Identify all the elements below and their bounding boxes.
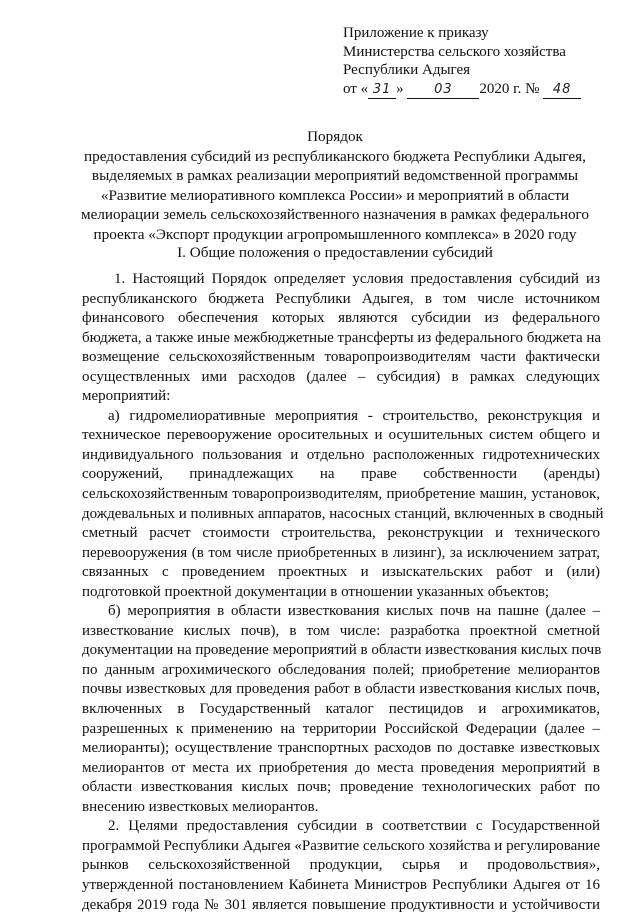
paragraph-line: известкование кислых почв), в том числе: разработка проектной сметной — [82, 622, 600, 642]
paragraph-line: подготовкой проектной документации в отношении указанных объектов; — [82, 583, 600, 603]
date-mid: » — [396, 81, 404, 97]
paragraph-line: программой Республики Адыгея «Развитие сельского хозяйства и регулирование — [82, 837, 600, 857]
paragraph-line: индивидуального пользования и отдельно расположенных гидротехнических — [82, 446, 600, 466]
paragraph-line: дождевальных и поливных аппаратов, насосных станций, включенных в сводный — [82, 505, 600, 525]
paragraph-line: б) мероприятия в области известкования кислых почв на пашне (далее – — [82, 602, 600, 622]
paragraph-line: внесению известковых мелиорантов. — [82, 798, 600, 818]
date-day: 31 — [368, 82, 396, 99]
paragraph — [82, 270, 600, 407]
date-month: 03 — [407, 82, 479, 99]
title-heading: Порядок — [70, 127, 600, 147]
paragraph-line: включенных в Государственный каталог пестицидов и агрохимикатов, — [82, 700, 600, 720]
appendix-block — [343, 24, 603, 99]
document-title — [70, 127, 600, 245]
paragraph-line: документации на проведение мероприятий в области известкования кислых почв — [82, 641, 600, 661]
appendix-line: Приложение к приказу — [343, 24, 603, 43]
paragraph-line: 1. Настоящий Порядок определяет условия предоставления субсидий из — [82, 270, 600, 290]
paragraph-line: сельскохозяйственным товаропроизводителям, приобретение машин, установок, — [82, 485, 600, 505]
paragraph-line: мелиорантов от места их приобретения до места проведения мероприятий в — [82, 759, 600, 779]
paragraph — [82, 407, 600, 602]
paragraph-line: 2. Целями предоставления субсидии в соответствии с Государственной — [82, 817, 600, 837]
appendix-line: Министерства сельского хозяйства — [343, 43, 603, 62]
paragraph-line: почвы известковых для проведения работ в области известкования кислых почв, — [82, 680, 600, 700]
paragraph-line: рынков сельскохозяйственной продукции, сырья и продовольствия», — [82, 856, 600, 876]
document-body — [82, 270, 600, 915]
section-heading: I. Общие положения о предоставлении субсидий — [70, 243, 600, 262]
paragraph-line: по данным агрохимического обследования полей; приобретение мелиорантов — [82, 661, 600, 681]
paragraph-line: осуществленных ими расходов (далее – субсидия) в рамках следующих — [82, 368, 600, 388]
paragraph-line: возмещение сельскохозяйственным товаропроизводителям части фактически — [82, 348, 600, 368]
paragraph-line: перевооружения (в том числе приобретенных в лизинг), за исключением затрат, — [82, 544, 600, 564]
title-line: выделяемых в рамках реализации мероприятий ведомственной программы — [70, 166, 600, 186]
title-line: «Развитие мелиоративного комплекса России» и мероприятий в области — [70, 186, 600, 206]
paragraph-line: области известкования кислых почв; проведение технологических работ по — [82, 778, 600, 798]
date-year: 2020 г. № — [479, 81, 539, 97]
paragraph-line: техническое перевооружение оросительных и осушительных систем общего и — [82, 426, 600, 446]
title-line: проекта «Экспорт продукции агропромышленного комплекса» в 2020 году — [70, 225, 600, 245]
paragraph-line: бюджета, а также иные межбюджетные трансферты из федерального бюджета на — [82, 329, 600, 349]
paragraph-line: мелиоранты); осуществление транспортных расходов по доставке известковых — [82, 739, 600, 759]
appendix-date-line — [343, 80, 603, 99]
paragraph-line: разрешенных к применению на территории Российской Федерации (далее – — [82, 720, 600, 740]
paragraph-line: финансового обеспечения которых являются субсидии из федерального — [82, 309, 600, 329]
paragraph-line: декабря 2019 года № 301 является повышение продуктивности и устойчивости — [82, 896, 600, 915]
appendix-line: Республики Адыгея — [343, 61, 603, 80]
paragraph-line: утвержденной постановлением Кабинета Министров Республики Адыгея от 16 — [82, 876, 600, 896]
paragraph-line: республиканского бюджета Республики Адыгея, в том числе источником — [82, 290, 600, 310]
paragraph-line: сметный расчет стоимости строительства, реконструкции и технического — [82, 524, 600, 544]
date-prefix: от « — [343, 81, 368, 97]
paragraph-line: связанных с проведением проектных и изыскательских работ и (или) — [82, 563, 600, 583]
title-line: мелиорации земель сельскохозяйственного назначения в рамках федерального — [70, 205, 600, 225]
paragraph — [82, 602, 600, 817]
paragraph — [82, 817, 600, 915]
title-line: предоставления субсидий из республиканского бюджета Республики Адыгея, — [70, 147, 600, 167]
order-number: 48 — [543, 82, 581, 99]
paragraph-line: а) гидромелиоративные мероприятия - строительство, реконструкция и — [82, 407, 600, 427]
paragraph-line: мероприятий: — [82, 387, 600, 407]
paragraph-line: сооружений, принадлежащих на праве собственности (аренды) — [82, 465, 600, 485]
